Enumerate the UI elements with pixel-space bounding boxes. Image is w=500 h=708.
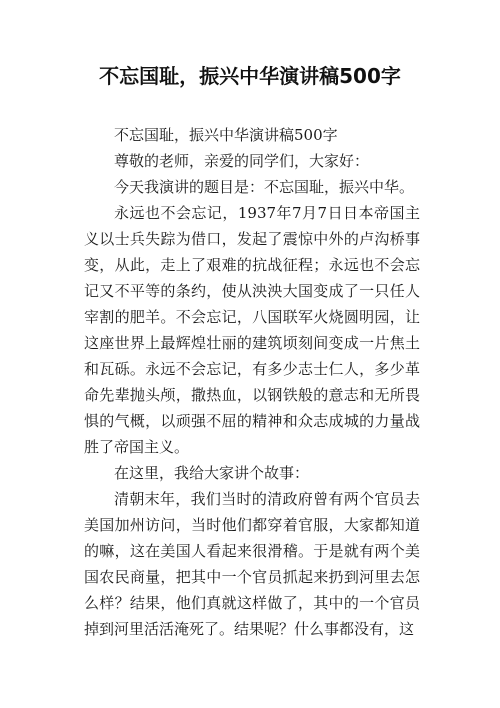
paragraph-topic: 今天我演讲的题目是：不忘国耻，振兴中华。	[114, 178, 415, 196]
document-title: 不忘国耻，振兴中华演讲稿500字	[99, 64, 401, 88]
document-body	[84, 122, 420, 642]
paragraph-heading-repeat: 不忘国耻，振兴中华演讲稿500字	[114, 126, 338, 144]
paragraph-greeting: 尊敬的老师，亲爱的同学们，大家好：	[114, 152, 370, 170]
paragraph-story: 清朝末年，我们当时的清政府曾有两个官员去美国加州访问，当时他们都穿着官服，大家都知道的嘛，这在美国人看起来很滑稽。于是就有两个美国农民商量，把其中一个官员抓起来扔到河里去怎么样？结果，他们真就这样做了，其中的一个官员掉到河里活活淹死了。结果呢？什么事都没有，这	[84, 490, 420, 638]
paragraph-story-intro: 在这里，我给大家讲个故事：	[114, 464, 310, 482]
paragraph-history: 永远也不会忘记，1937年7月7日日本帝国主义以士兵失踪为借口，发起了震惊中外的卢沟桥事变，从此，走上了艰难的抗战征程；永远也不会忘记又不平等的条约，使从泱泱大国变成了一只任人宰割的肥羊。不会忘记，八国联军火烧圆明园，让这座世界上最辉煌壮丽的建筑顷刻间变成一片焦土和瓦砾。永远不会忘记，有多少志士仁人，多少革命先辈抛头颅，撒热血，以钢铁般的意志和无所畏惧的气概，以顽强不屈的精神和众志成城的力量战胜了帝国主义。	[84, 204, 420, 456]
